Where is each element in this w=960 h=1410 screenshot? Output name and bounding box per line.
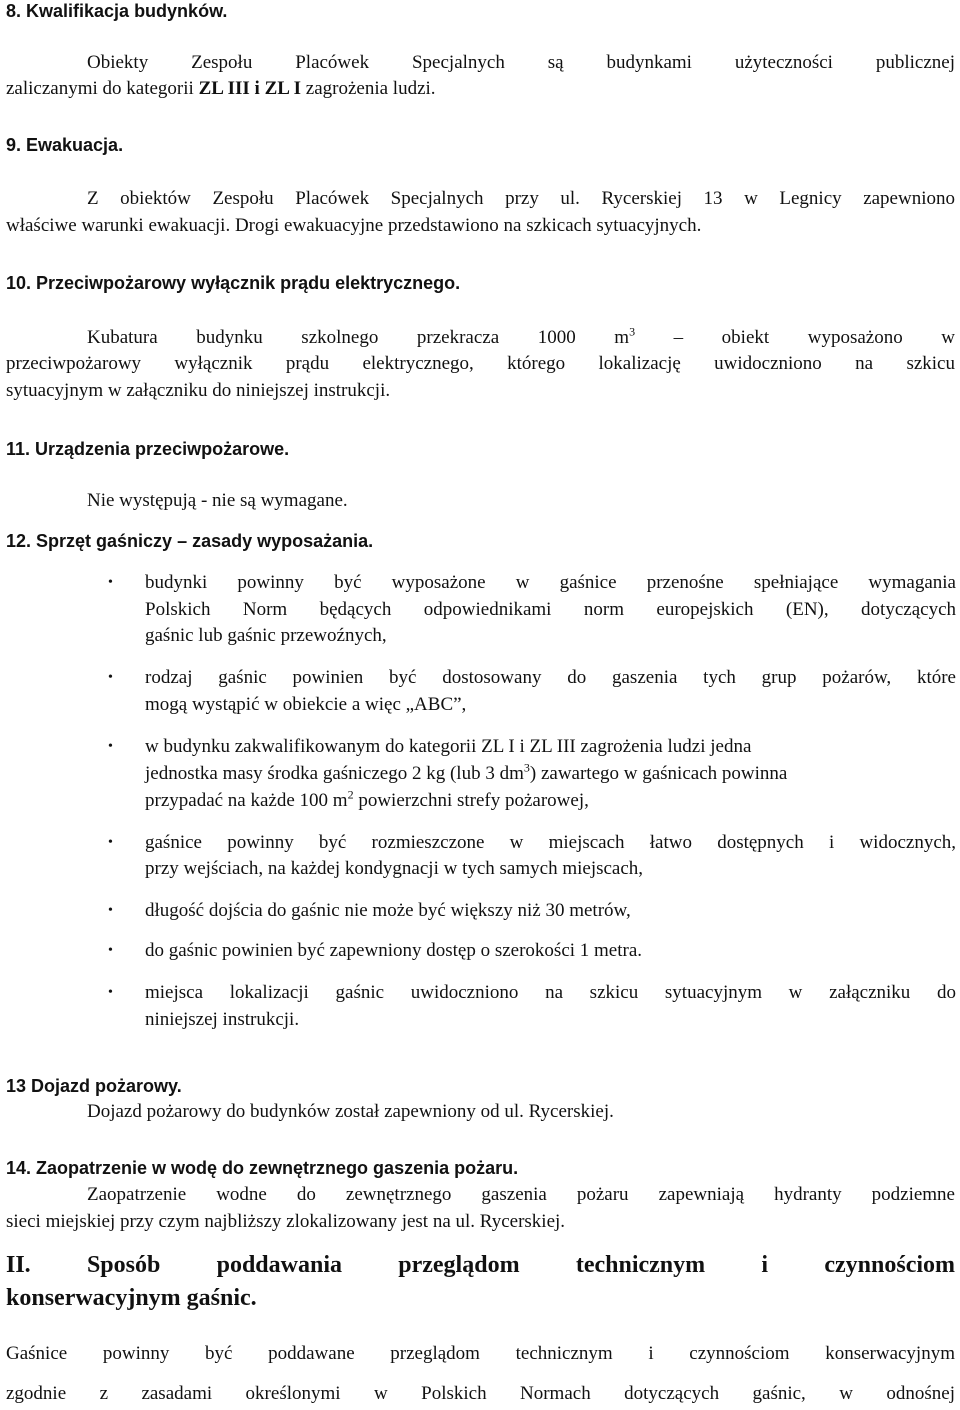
bullet-icon: • [108,903,113,918]
bullet-2-line-1: rodzaj gaśnic powinien być dostosowany do gaszenia tych grup pożarów, które [145,667,956,688]
section-10-line-2: przeciwpożarowy wyłącznik prądu elektrycznego, którego lokalizację uwidoczniono na szkicu [6,353,955,374]
section-9-line-2: właściwe warunki ewakuacji. Drogi ewakuacyjne przedstawiono na szkicach sytuacyjnych. [6,215,702,236]
section-14-line-1: Zaopatrzenie wodne do zewnętrznego gaszenia pożaru zapewniają hydranty podziemne [87,1184,955,1205]
section-ii-heading-line-2: konserwacyjnym gaśnic. [6,1285,257,1311]
bullet-3-line-2: jednostka masy środka gaśniczego 2 kg (lub 3 $dm^3$) zawartego w gaśnicach powinna [145,760,788,784]
section-ii-line-2: zgodnie z zasadami określonymi w Polskich Normach dotyczących gaśnic, w odnośnej [6,1383,955,1404]
section-11-text: Nie występują - nie są wymagane. [87,490,348,511]
bullet-icon: • [108,835,113,850]
section-9-line-1: Z obiektów Zespołu Placówek Specjalnych przy ul. Rycerskiej 13 w Legnicy zapewniono [87,188,955,209]
bullet-3-line-3: przypadać na każde 100 $m^2$ powierzchni strefy pożarowej, [145,787,589,811]
bullet-5-line-1: długość dojścia do gaśnic nie może być większy niż 30 metrów, [145,900,631,921]
bullet-7-line-1: miejsca lokalizacji gaśnic uwidoczniono na szkicu sytuacyjnym w załączniku do [145,982,956,1003]
bullet-4-line-2: przy wejściach, na każdej kondygnacji w tych samych miejscach, [145,858,644,879]
section-9-heading: 9. Ewakuacja. [6,135,124,155]
section-10-line-1: Kubatura budynku szkolnego przekracza 1000 $m^3$ – obiekt wyposażono w [87,324,955,348]
bullet-2-line-2: mogą wystąpić w obiekcie a więc „ABC”, [145,694,467,715]
bullet-1-line-1: budynki powinny być wyposażone w gaśnice przenośne spełniające wymagania [145,572,956,593]
bullet-icon: • [108,670,113,685]
section-8-heading: 8. Kwalifikacja budynków. [6,1,228,21]
section-14-line-2: sieci miejskiej przy czym najbliższy zlokalizowany jest na ul. Rycerskiej. [6,1211,566,1232]
bullet-7-line-2: niniejszej instrukcji. [145,1009,300,1030]
bullet-4-line-1: gaśnice powinny być rozmieszczone w miejscach łatwo dostępnych i widocznych, [145,832,956,853]
section-10-heading: 10. Przeciwpożarowy wyłącznik prądu elektrycznego. [6,273,461,293]
section-13-heading: 13 Dojazd pożarowy. [6,1076,182,1096]
section-11-heading: 11. Urządzenia przeciwpożarowe. [6,439,290,459]
section-8-line-1: Obiekty Zespołu Placówek Specjalnych są budynkami użyteczności publicznej [87,52,955,73]
bullet-3-line-1: w budynku zakwalifikowanym do kategorii ZL I i ZL III zagrożenia ludzi jedna [145,736,752,757]
bullet-icon: • [108,739,113,754]
section-12-heading: 12. Sprzęt gaśniczy – zasady wyposażania. [6,531,374,551]
section-10-line-3: sytuacyjnym w załączniku do niniejszej instrukcji. [6,380,391,401]
bullet-1-line-3: gaśnic lub gaśnic przewoźnych, [145,625,387,646]
section-ii-line-1: Gaśnice powinny być poddawane przeglądom technicznym i czynnościom konserwacyjnym [6,1343,955,1364]
bullet-1-line-2: Polskich Norm będących odpowiednikami norm europejskich (EN), dotyczących [145,599,956,620]
bullet-icon: • [108,575,113,590]
bullet-6-line-1: do gaśnic powinien być zapewniony dostęp o szerokości 1 metra. [145,940,643,961]
section-ii-heading-line-1: II. Sposób poddawania przeglądom technicznym i czynnościom [6,1252,955,1278]
section-14-heading: 14. Zaopatrzenie w wodę do zewnętrznego gaszenia pożaru. [6,1158,519,1178]
bullet-icon: • [108,943,113,958]
section-8-line-2: zaliczanymi do kategorii ZL III i ZL I zagrożenia ludzi. [6,78,436,99]
section-13-text: Dojazd pożarowy do budynków został zapewniony od ul. Rycerskiej. [87,1101,614,1122]
bullet-icon: • [108,985,113,1000]
